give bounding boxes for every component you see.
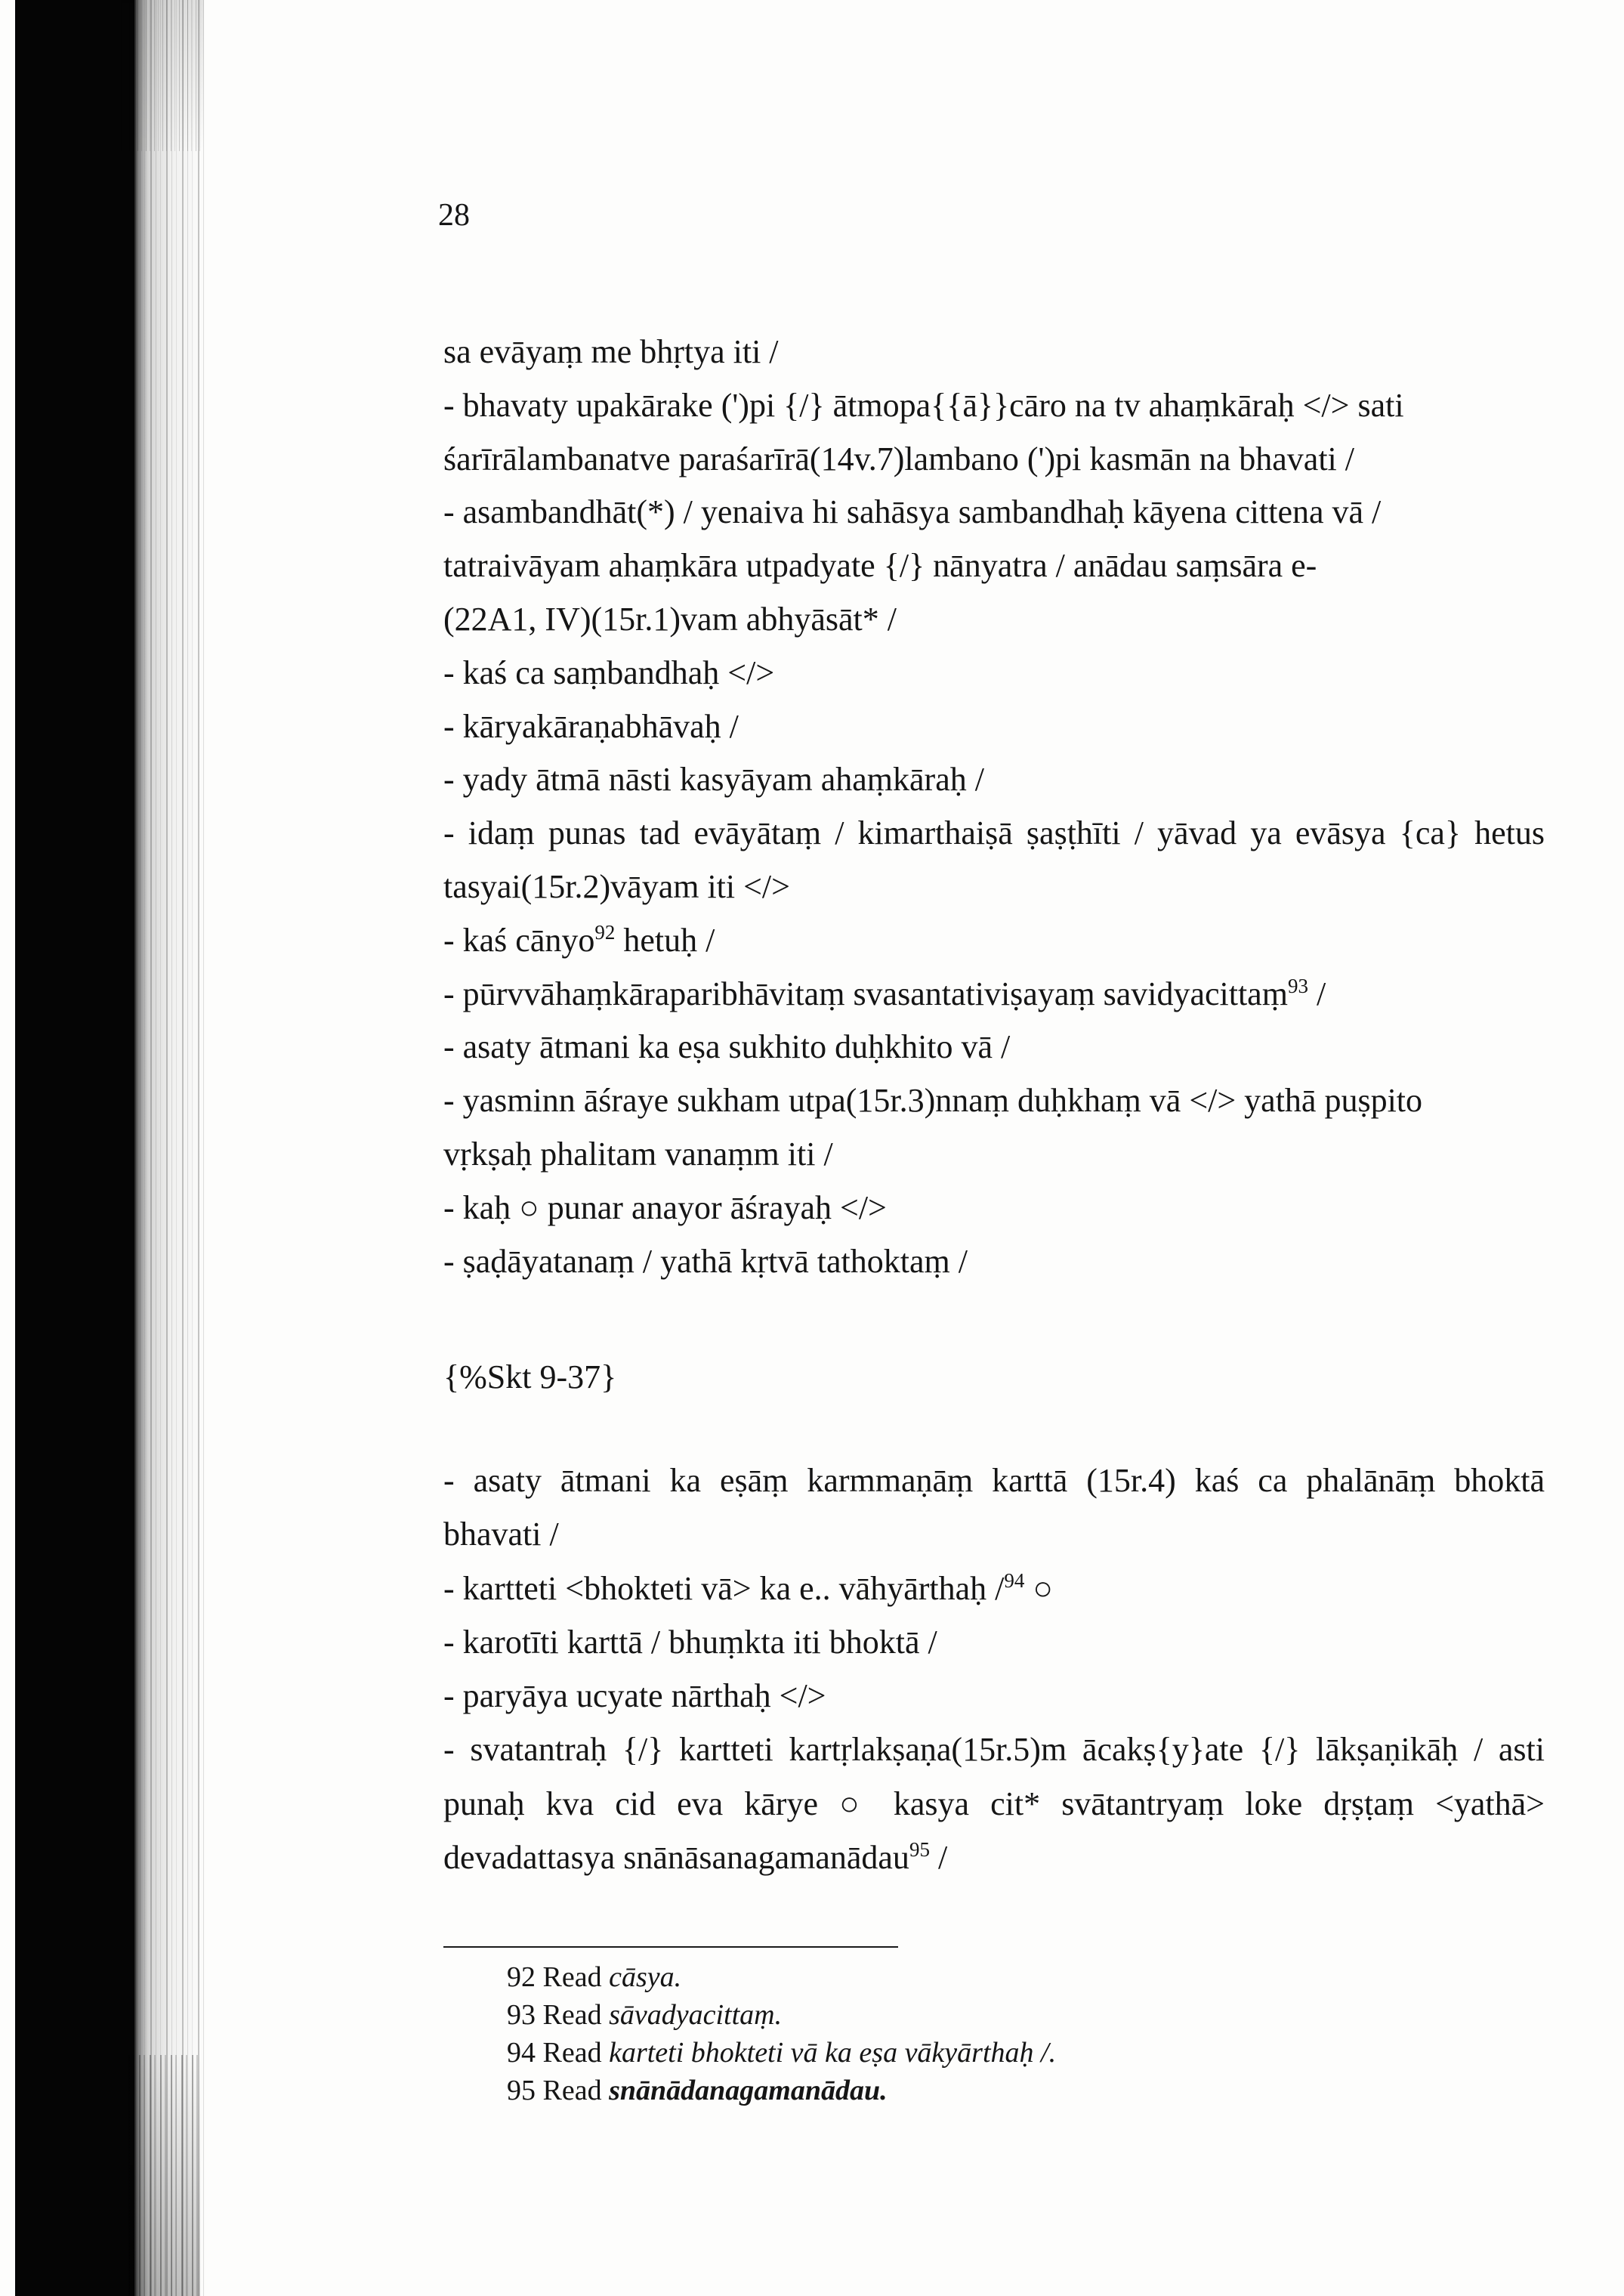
text-line: sa evāyaṃ me bhṛtya iti / bbox=[443, 333, 779, 370]
text-segment: / bbox=[929, 1839, 948, 1877]
text-line: - svatantraḥ {/} kartteti kartṛlakṣaṇa(15r.5)m ācakṣ{y}ate {/} lākṣaṇikāḥ / asti bbox=[443, 1731, 1545, 1769]
text-line: - yady ātmā nāsti kasyāyam ahaṃkāraḥ / bbox=[443, 761, 984, 799]
text-segment: - kaś cānyo bbox=[443, 921, 595, 959]
text-line: - paryāya ucyate nārthaḥ </> bbox=[443, 1677, 826, 1715]
text-line bbox=[443, 1831, 1545, 1884]
section-marker: {%Skt 9-37} bbox=[443, 1358, 617, 1395]
text-line: punaḥ kva cid eva kārye ○ kasya cit* svātantryaṃ loke dṛṣṭaṃ <yathā> bbox=[443, 1785, 1545, 1822]
footnote-label: Read bbox=[542, 2075, 602, 2106]
page-number: 28 bbox=[438, 198, 470, 233]
text-line: - asaty ātmani ka eṣa sukhito duḥkhito vā / bbox=[443, 1028, 1011, 1066]
footnote-ref: 95 bbox=[909, 1838, 930, 1862]
text-line: - ṣaḍāyatanaṃ / yathā kṛtvā tathoktaṃ / bbox=[443, 1242, 968, 1280]
footnote-label: Read bbox=[542, 1999, 602, 2031]
text-segment: - kartteti <bhokteti vā> ka e.. vāhyārthaḥ / bbox=[443, 1569, 1005, 1607]
text-line: - kaś ca saṃbandhaḥ </> bbox=[443, 654, 775, 691]
text-line: - yasminn āśraye sukham utpa(15r.3)nnaṃ duḥkhaṃ vā </> yathā puṣpito bbox=[443, 1082, 1423, 1120]
footnote-divider bbox=[443, 1946, 898, 1948]
scan-edge-noise-bottom bbox=[128, 2055, 200, 2296]
footnote-number: 93 bbox=[507, 1999, 536, 2031]
footnote-number: 94 bbox=[507, 2037, 536, 2069]
text-line: - bhavaty upakārake (')pi {/} ātmopa{{ā}}cāro na tv ahaṃkāraḥ </> sati bbox=[443, 386, 1404, 424]
footnote-text: karteti bhokteti vā ka eṣa vākyārthaḥ /. bbox=[609, 2037, 1057, 2069]
text-line: - idaṃ punas tad evāyātaṃ / kimarthaiṣā ṣaṣṭhīti / yāvad ya evāsya {ca} hetus bbox=[443, 814, 1545, 852]
text-line bbox=[443, 968, 1545, 1021]
text-line: - kāryakāraṇabhāvaḥ / bbox=[443, 707, 739, 745]
footnote-ref: 92 bbox=[594, 920, 616, 944]
text-line: - karotīti karttā / bhuṃkta iti bhoktā / bbox=[443, 1623, 937, 1661]
footnote bbox=[507, 2034, 1056, 2072]
text-segment: ○ bbox=[1024, 1569, 1053, 1607]
text-line: - asambandhāt(*) / yenaiva hi sahāsya sambandhaḥ kāyena cittena vā / bbox=[443, 493, 1382, 531]
footnotes bbox=[507, 1958, 1056, 2109]
footnote-ref: 94 bbox=[1004, 1568, 1025, 1592]
text-line: (22A1, IV)(15r.1)vam abhyāsāt* / bbox=[443, 600, 897, 638]
text-line: śarīrālambanatve paraśarīrā(14v.7)lambano (')pi kasmān na bhavati / bbox=[443, 440, 1355, 477]
footnote-label: Read bbox=[542, 2037, 602, 2069]
text-line: tatraivāyam ahaṃkāra utpadyate {/} nānyatra / anādau saṃsāra e- bbox=[443, 547, 1317, 585]
text-line bbox=[443, 914, 1545, 968]
scan-edge-noise-top bbox=[121, 0, 204, 151]
scan-margin-shadow bbox=[15, 0, 134, 2296]
text-line: - asaty ātmani ka eṣāṃ karmmaṇāṃ karttā (15r.4) kaś ca phalānāṃ bhoktā bbox=[443, 1462, 1545, 1499]
text-segment: - pūrvvāhaṃkāraparibhāvitaṃ svasantativiṣayaṃ savidyacittaṃ bbox=[443, 975, 1288, 1012]
footnote-number: 92 bbox=[507, 1961, 536, 1993]
text-line: - kaḥ ○ punar anayor āśrayaḥ </> bbox=[443, 1188, 887, 1226]
footnote-ref: 93 bbox=[1287, 974, 1308, 997]
scan-edge-streaks bbox=[134, 0, 207, 2296]
text-line: vṛkṣaḥ phalitam vanaṃm iti / bbox=[443, 1135, 833, 1173]
footnote bbox=[507, 1958, 1056, 1996]
footnote bbox=[507, 2072, 1056, 2109]
footnote-text: snānādanagamanādau. bbox=[609, 2075, 888, 2106]
text-segment: hetuḥ / bbox=[615, 921, 715, 959]
second-text-block bbox=[443, 1454, 1545, 1884]
text-segment: / bbox=[1308, 975, 1326, 1012]
main-text-block bbox=[443, 326, 1545, 1288]
text-line: tasyai(15r.2)vāyam iti </> bbox=[443, 867, 790, 905]
footnote-text: sāvadyacittaṃ. bbox=[609, 1999, 783, 2031]
text-line: bhavati / bbox=[443, 1516, 559, 1553]
text-line bbox=[443, 1562, 1545, 1615]
footnote bbox=[507, 1996, 1056, 2034]
footnote-number: 95 bbox=[507, 2075, 536, 2106]
footnote-label: Read bbox=[542, 1961, 602, 1993]
text-segment: devadattasya snānāsanagamanādau bbox=[443, 1839, 909, 1877]
footnote-text: cāsya. bbox=[609, 1961, 682, 1993]
